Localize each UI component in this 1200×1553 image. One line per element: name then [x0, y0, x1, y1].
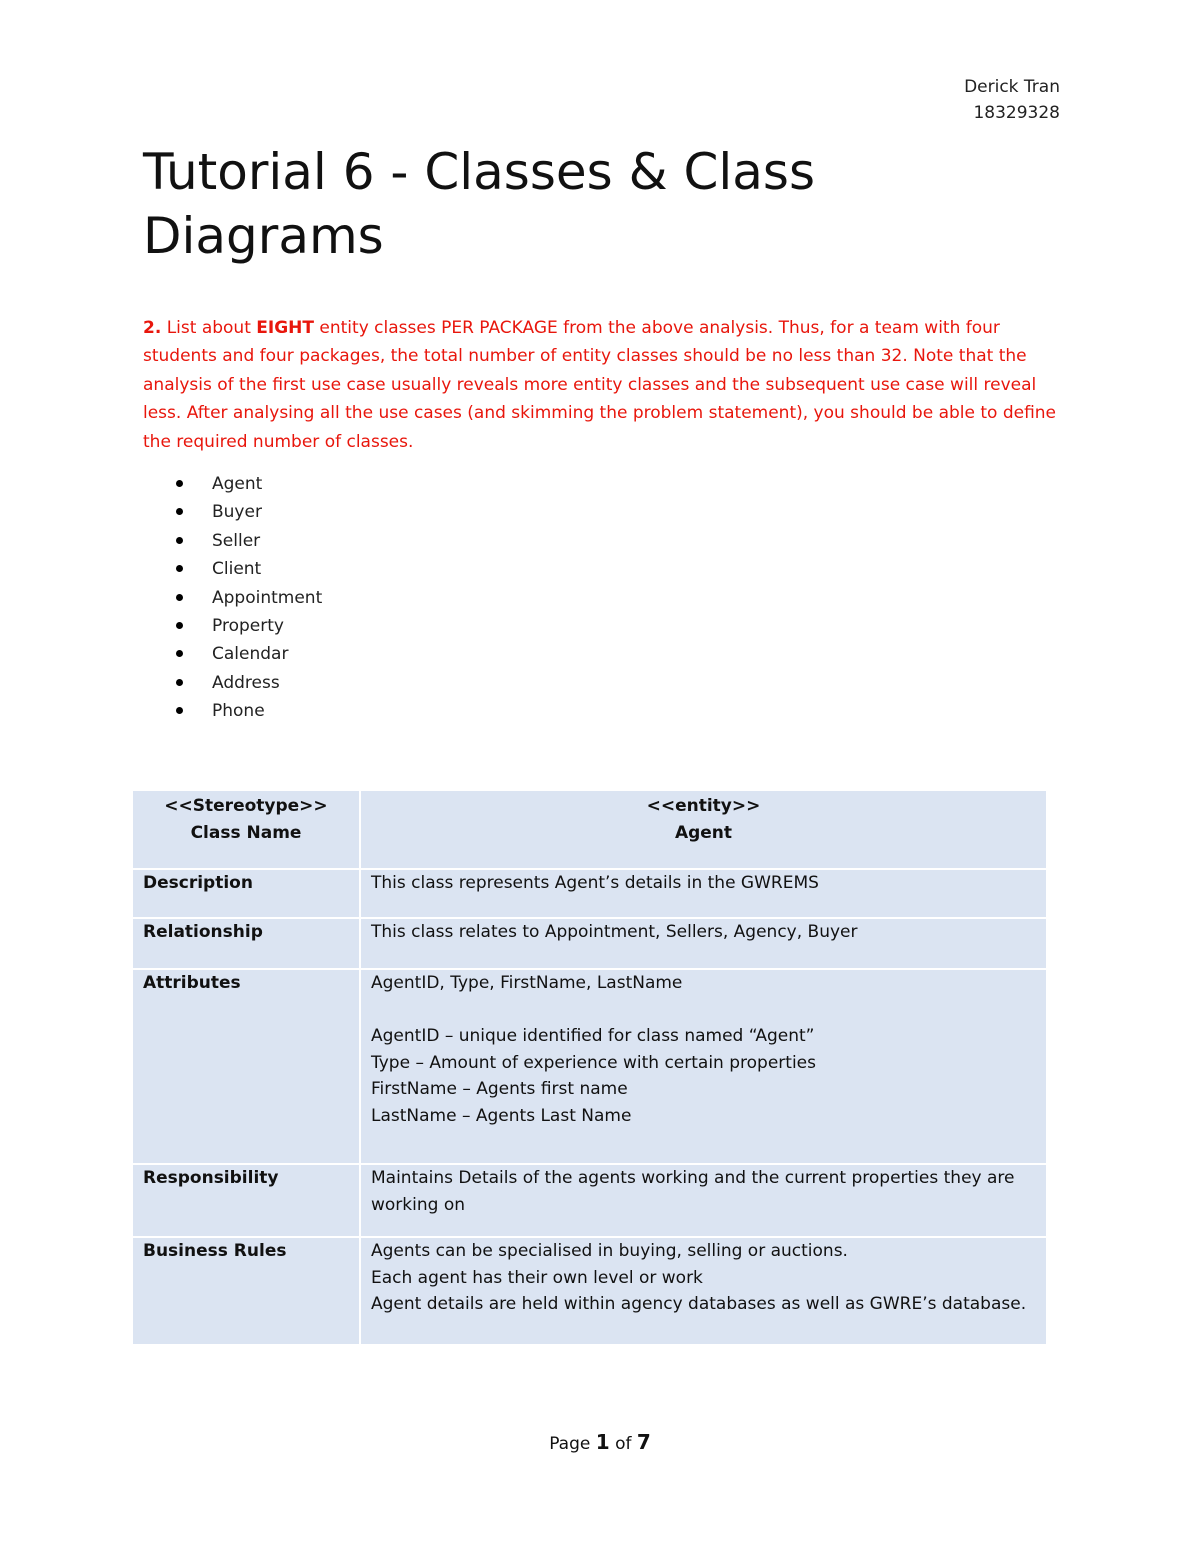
bullet-icon	[176, 508, 183, 515]
bullet-icon	[176, 594, 183, 601]
list-item	[172, 584, 322, 612]
bullet-icon	[176, 480, 183, 487]
entity-class-list	[172, 470, 322, 726]
entity-stereotype: <<entity>>	[646, 796, 761, 816]
entity-name: Agent	[674, 822, 733, 843]
of-word: of	[615, 1434, 632, 1454]
list-item-label: Client	[212, 559, 262, 580]
list-item-label: Agent	[212, 474, 263, 494]
bullet-icon	[176, 622, 183, 629]
table-row	[132, 918, 1047, 969]
page-footer	[0, 1430, 1200, 1454]
description-value: This class represents Agent’s details in the GWREMS	[360, 869, 1047, 918]
attributes-value	[360, 969, 1047, 1164]
attribute-detail: AgentID – unique identified for class named “Agent”	[371, 1026, 815, 1046]
relationship-value: This class relates to Appointment, Sellers, Agency, Buyer	[360, 918, 1047, 969]
table-row	[132, 1237, 1047, 1345]
class-name-label: Class Name	[190, 822, 302, 843]
header-cell-entity	[360, 790, 1047, 869]
total-page-count: 7	[636, 1430, 651, 1454]
header-cell-class-name	[132, 790, 360, 869]
bullet-icon	[176, 537, 183, 544]
question-emphasis: EIGHT	[256, 318, 314, 338]
question-number: 2.	[143, 318, 162, 338]
list-item-label: Appointment	[212, 587, 323, 608]
page-header	[964, 74, 1060, 126]
attribute-detail: Type – Amount of experience with certain properties	[371, 1052, 816, 1073]
relationship-label: Relationship	[132, 918, 360, 969]
table-row	[132, 969, 1047, 1164]
list-item	[172, 470, 322, 498]
list-item	[172, 527, 322, 555]
class-spec-table	[131, 789, 1048, 1346]
attributes-summary: AgentID, Type, FirstName, LastName	[371, 973, 683, 993]
list-item-label: Seller	[212, 530, 261, 551]
business-rules-value	[360, 1237, 1047, 1345]
responsibility-label: Responsibility	[132, 1164, 360, 1237]
question-text	[143, 314, 1063, 456]
business-rules-label: Business Rules	[132, 1237, 360, 1345]
bullet-icon	[176, 650, 183, 657]
business-rule: Agent details are held within agency databases as well as GWRE’s database.	[371, 1294, 1027, 1314]
page-word: Page	[549, 1434, 591, 1454]
attribute-detail: LastName – Agents Last Name	[371, 1105, 632, 1126]
table-row	[132, 790, 1047, 869]
attribute-detail: FirstName – Agents first name	[371, 1079, 628, 1099]
bullet-icon	[176, 707, 183, 714]
list-item-label: Address	[212, 672, 280, 693]
list-item-label: Phone	[212, 701, 265, 722]
question-part-2: entity classes PER PACKAGE from the above analysis. Thus, for a team with four students and four packages, the total number of entity classes should be no less than 32. Note that the analysis of the first use case usually reveals more entity classes and the subsequent use case will reveal less. After analysing all the use cases (and skimming the problem statement), you should be able to define the required number of classes.	[143, 318, 1057, 452]
list-item	[172, 697, 322, 725]
list-item	[172, 498, 322, 526]
author-name: Derick Tran	[964, 77, 1060, 97]
table-row	[132, 869, 1047, 918]
student-id: 18329328	[973, 103, 1060, 123]
business-rule: Agents can be specialised in buying, selling or auctions.	[371, 1241, 848, 1261]
list-item	[172, 669, 322, 697]
responsibility-value: Maintains Details of the agents working and the current properties they are working on	[360, 1164, 1047, 1237]
list-item-label: Buyer	[212, 502, 262, 523]
document-title: Tutorial 6 - Classes & Class Diagrams	[143, 143, 816, 265]
table-row	[132, 1164, 1047, 1237]
bullet-icon	[176, 565, 183, 572]
current-page-number: 1	[595, 1430, 610, 1454]
bullet-icon	[176, 679, 183, 686]
list-item-label: Calendar	[212, 644, 289, 665]
description-label: Description	[132, 869, 360, 918]
list-item	[172, 612, 322, 640]
business-rule: Each agent has their own level or work	[371, 1267, 703, 1288]
stereotype-label: <<Stereotype>>	[164, 796, 328, 816]
attributes-label: Attributes	[132, 969, 360, 1164]
list-item-label: Property	[212, 615, 284, 636]
question-part-1: List about	[161, 318, 257, 338]
list-item	[172, 640, 322, 668]
list-item	[172, 555, 322, 583]
